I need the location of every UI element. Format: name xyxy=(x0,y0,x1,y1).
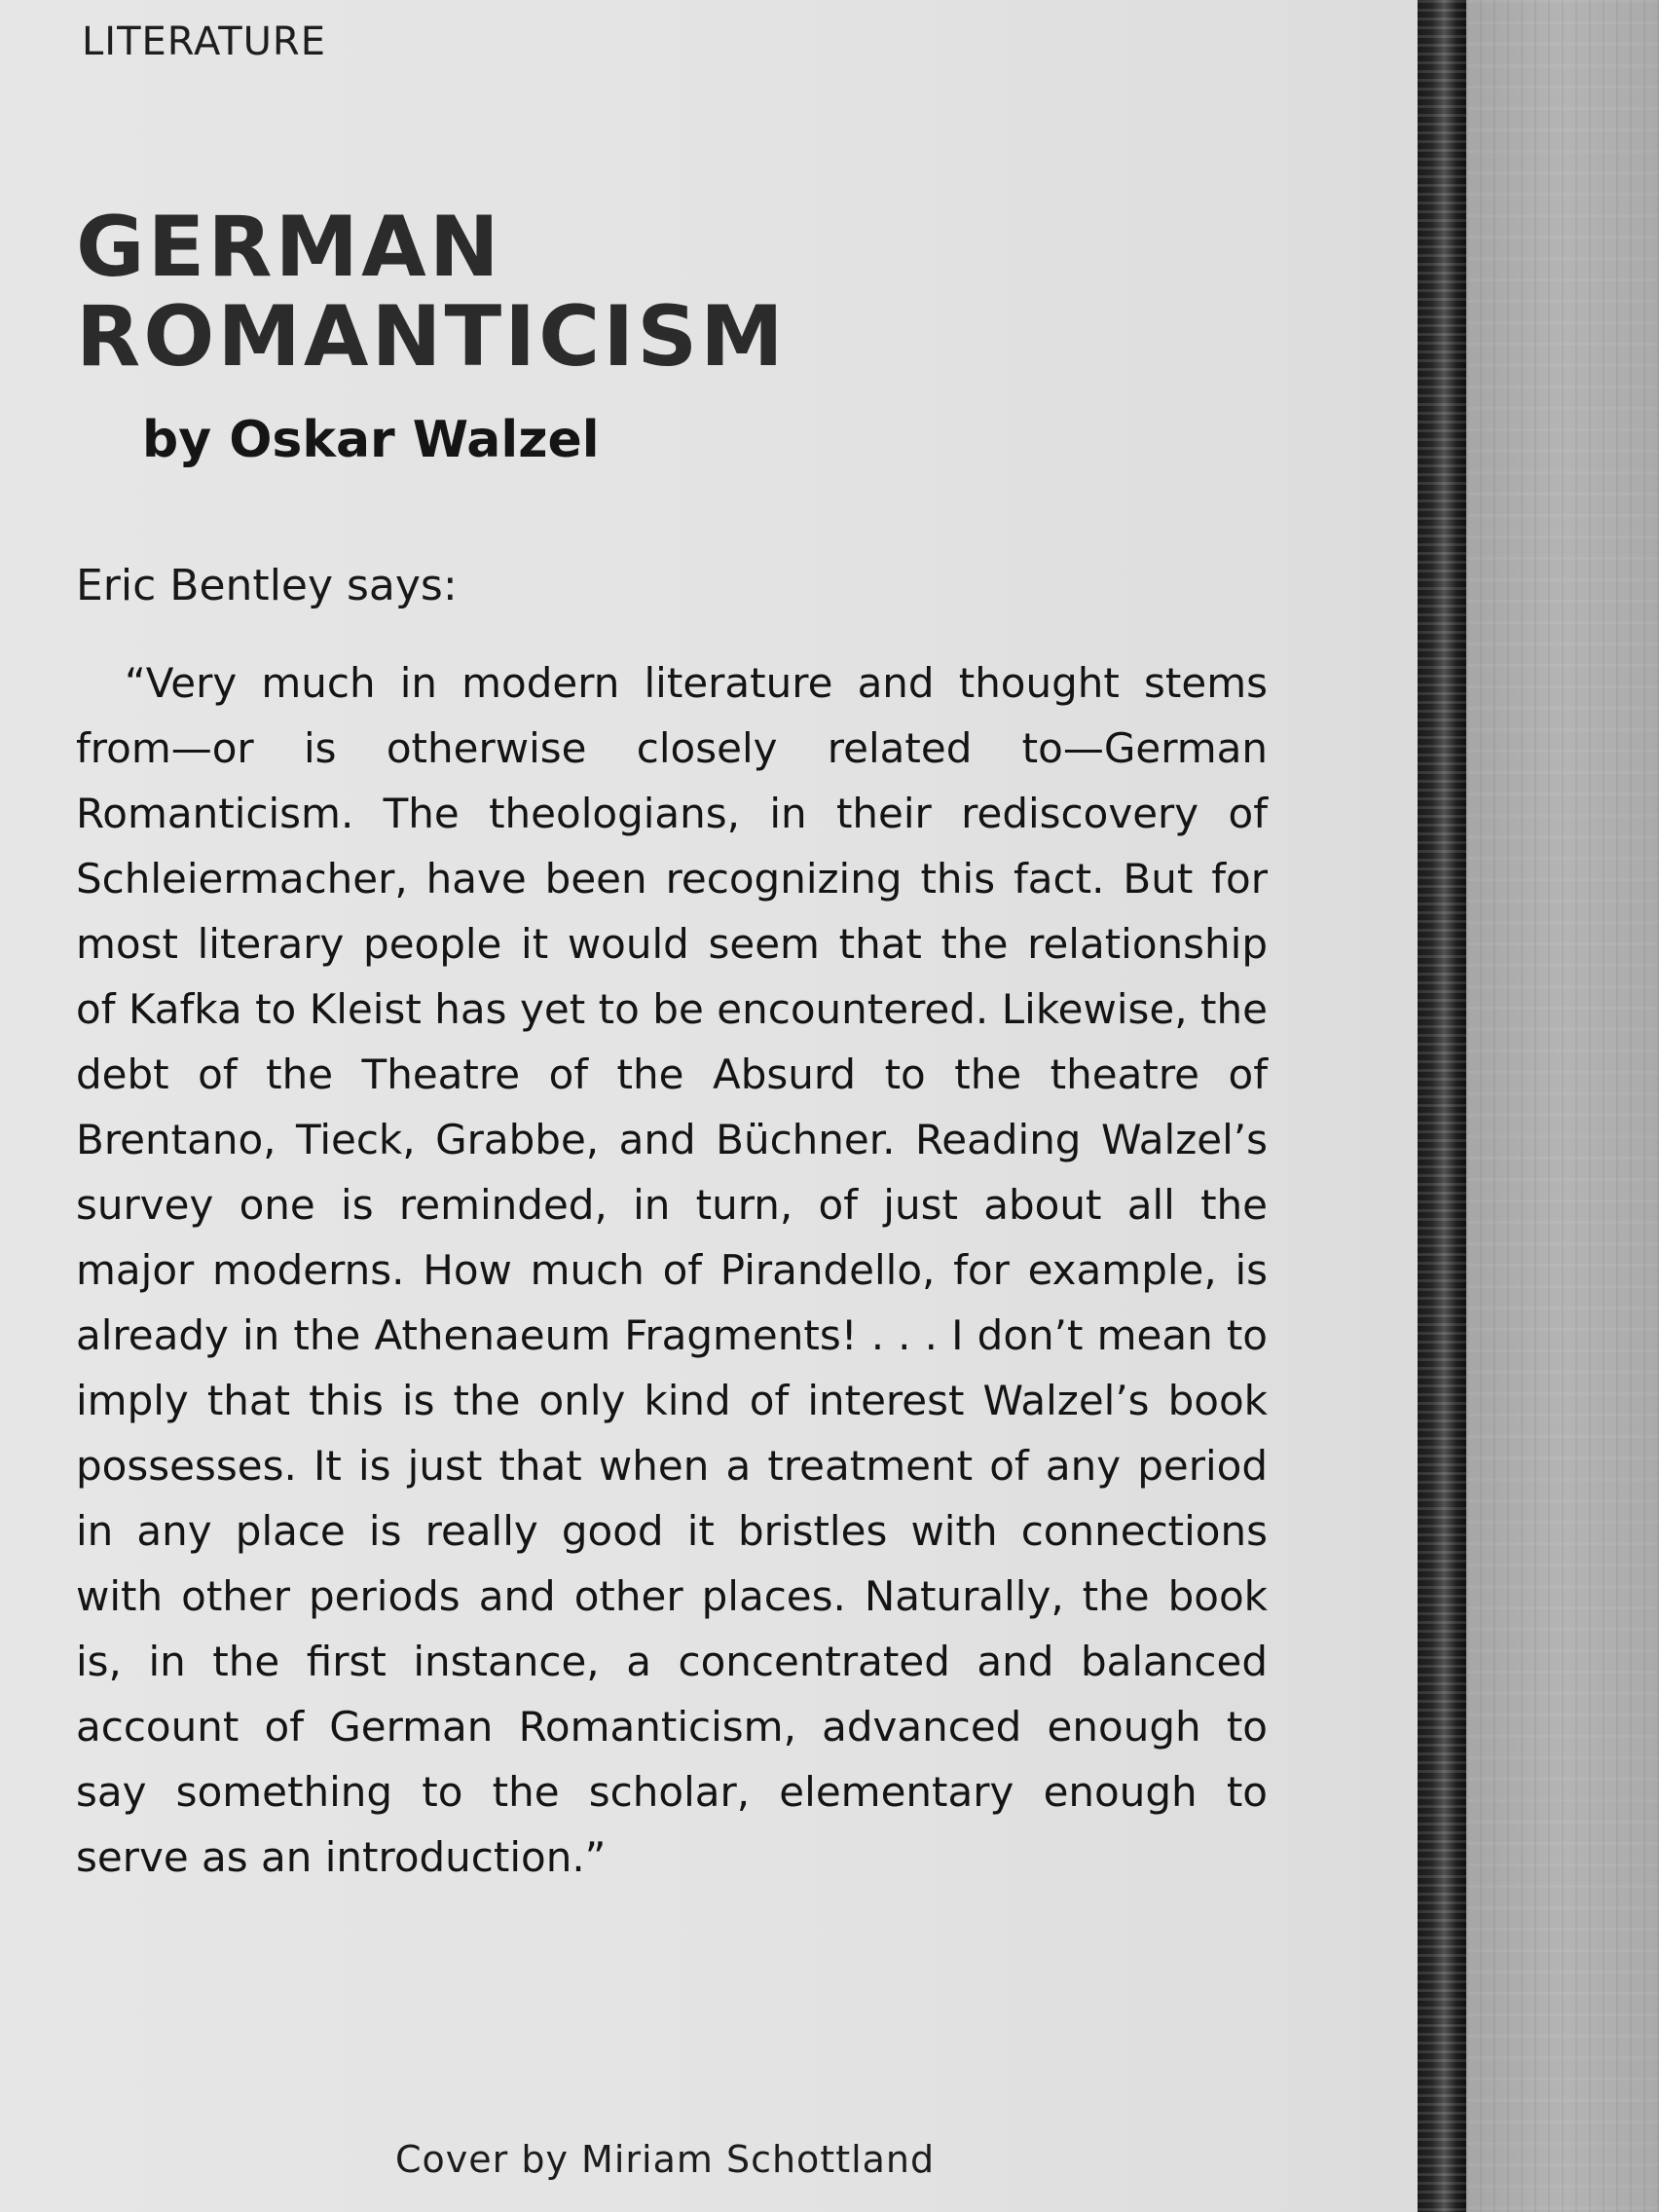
background-surface xyxy=(1466,0,1659,2212)
book-spine xyxy=(1418,0,1466,2212)
book-title xyxy=(76,199,787,386)
category-label: LITERATURE xyxy=(82,19,326,64)
review-quote: “Very much in modern literature and thought stems from—or is otherwise closely related to—German Romanticism. The theologians, in their rediscovery of Schleiermacher, have been recognizing this fact. But for most literary people it would seem that the relationship of Kafka to Kleist has yet to be encountered. Likewise, the debt of the Theatre of the Absurd to the theatre of Brentano, Tieck, Grabbe, and Büchner. Reading Walzel’s survey one is reminded, in turn, of just about all the major moderns. How much of Pirandello, for example, is already in the Athenaeum Fragments! . . . I don’t mean to imply that this is the only kind of interest Walzel’s book possesses. It is just that when a treatment of any period in any place is really good it bristles with connections with other periods and other places. Naturally, the book is, in the first instance, a concentrated and balanced account of German Romanticism, advanced enough to say something to the scholar, elementary enough to serve as an introduction.” xyxy=(76,659,1268,1881)
cover-credit: Cover by Miriam Schottland xyxy=(395,2138,936,2181)
author-line: by Oskar Walzel xyxy=(142,411,600,469)
title-line-2: ROMANTICISM xyxy=(76,288,787,386)
quote-intro: Eric Bentley says: xyxy=(76,561,458,610)
title-line-1: GERMAN xyxy=(76,199,502,296)
